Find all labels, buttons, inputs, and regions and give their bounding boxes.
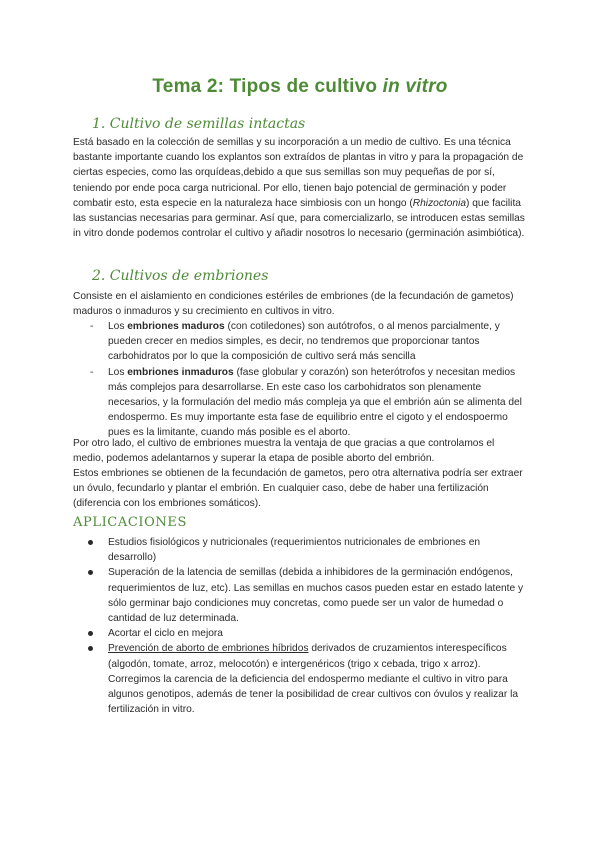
embryo-type-list bbox=[90, 319, 526, 441]
section2-heading: 2. Cultivos de embriones bbox=[92, 268, 269, 284]
section2-intro: Consiste en el aislamiento en condiciones estériles de embriones (de la fecundación de gametos) maduros o inmaduros y su crecimiento en cultivos in vitro. bbox=[73, 291, 514, 318]
dash-marker: - bbox=[90, 321, 94, 332]
mature-embryos-term: embriones maduros bbox=[127, 321, 225, 332]
immature-embryos-term: embriones inmaduros bbox=[127, 366, 234, 378]
bullet-icon bbox=[88, 570, 93, 575]
section1-text-a: Está basado en la colección de semillas y su incorporación a un medio de cultivo. Es una técnica bastante importante cuando los explantos son extraídos de plantas in vitro y para la propagación de ciertas especies, como las orquídeas,debido a que sus semillas son muy pequeñas de por sí, teniendo por ende poca carga nutricional. Por ello, tienen bajo potencial de germinación y poder combatir esto, esta especie en la naturaleza hace simbiosis con un hongo ( bbox=[73, 137, 524, 209]
page-title bbox=[0, 76, 600, 98]
title-main: Tema 2: Tipos de cultivo bbox=[152, 76, 378, 97]
title-italic: in vitro bbox=[382, 76, 448, 97]
section2-paragraph-2: Por otro lado, el cultivo de embriones muestra la ventaja de que gracias a que controlamos el medio, podemos adelantarnos y superar la etapa de posible aborto del embrión. bbox=[73, 438, 495, 465]
section1-text-b: ) que facilita las sustancias necesarias para germinar. Así que, para comercializarlo, se introducen estas semillas in vitro donde podemos controlar el cultivo y añadir nosotros lo necesario (germinación asimbiótica). bbox=[73, 197, 525, 240]
list-item: Prevención de aborto de embriones híbridos derivados de cruzamientos interespecíficos (algodón, tomate, arroz, melocotón) e intergenéricos (trigo x cebada, trigo x arroz). Corregimos la carencia de la deficiencia del endospermo mediante el cultivo in vitro para algunos genotipos, además de tener la posibilidad de crear cultivos con óvulos y realizar la fertilización in vitro. bbox=[88, 641, 528, 717]
section1-italic-term: Rhizoctonia bbox=[412, 197, 467, 209]
bullet-icon bbox=[88, 540, 93, 545]
list-item: - Los embriones inmaduros (fase globular y corazón) son heterótrofos y necesitan medios más complejos para desarrollarse. En este caso los carbohidratos son plenamente necesarios, y la formulación del medio más compleja ya que el embrión aún se alimenta del endospermo. Es muy importante esta fase de equilibrio entre el cigoto y el endospoermo pues es la limitante, cuando más posible es el aborto. bbox=[90, 366, 522, 439]
section2-paragraph-3: Estos embriones se obtienen de la fecundación de gametos, pero otra alternativa podría ser extraer un óvulo, fecundarlo y plantar el embrión. En cualquier caso, debe de haber una fertilización (diferencia con los embriones somáticos). bbox=[73, 468, 523, 510]
underlined-phrase: Prevención de aborto de embriones híbridos bbox=[108, 643, 309, 655]
list-item: - Los embriones maduros (con cotiledones) son autótrofos, o al menos parcialmente, y pueden crecer en medios simples, es decir, no tendremos que proporcionar tantos carbohidratos por lo que la composición de cultivo será más sencilla bbox=[90, 321, 500, 363]
applications-heading: APLICACIONES bbox=[73, 515, 187, 530]
list-item: Superación de la latencia de semillas (debida a inhibidores de la germinación endógenos, requerimientos de luz, etc). Las semillas en muchos casos pueden estar en estado latente y sólo germinar bajo condiciones muy concretas, como puede ser un valor de humedad o cantidad de luz determinada. bbox=[88, 565, 528, 626]
bullet-icon bbox=[88, 646, 93, 651]
section1-heading: 1. Cultivo de semillas intactas bbox=[92, 116, 306, 132]
section1-paragraph bbox=[73, 135, 525, 241]
applications-list bbox=[88, 535, 528, 717]
dash-marker: - bbox=[90, 366, 94, 378]
list-item: Acortar el ciclo en mejora bbox=[88, 626, 528, 641]
list-item: Estudios fisiológicos y nutricionales (requerimientos nutricionales de embriones en desarrollo) bbox=[88, 535, 528, 565]
bullet-icon bbox=[88, 631, 93, 636]
